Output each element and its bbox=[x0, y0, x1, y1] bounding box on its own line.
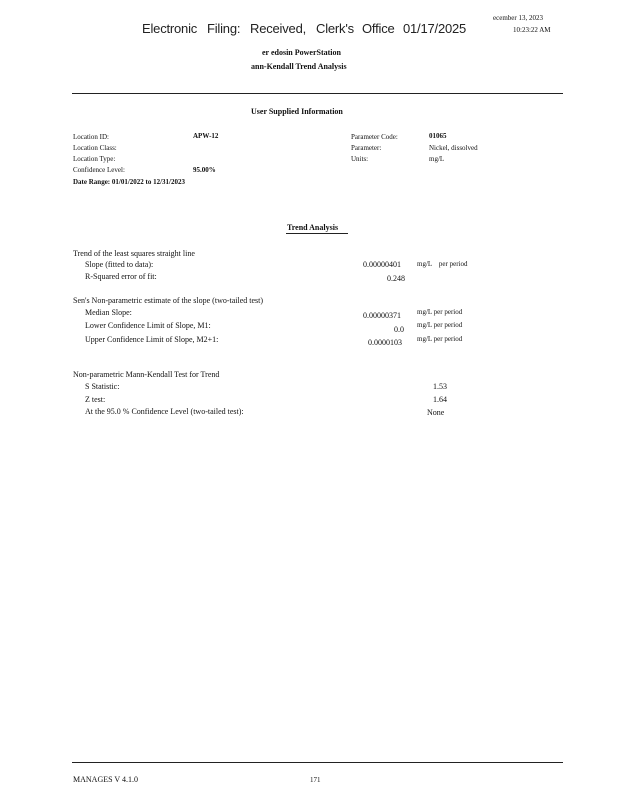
date-range: Date Range: 01/01/2022 to 12/31/2023 bbox=[73, 178, 185, 186]
confidence-level-label: Confidence Level: bbox=[73, 166, 125, 174]
header-divider bbox=[72, 93, 563, 94]
user-info-heading: User Supplied Information bbox=[251, 107, 343, 116]
units-value: mg/L bbox=[429, 155, 445, 163]
report-title-station: er edosin PowerStation bbox=[262, 48, 341, 57]
confidence-level-value: 95.00% bbox=[193, 166, 216, 174]
report-title-analysis: ann-Kendall Trend Analysis bbox=[251, 62, 347, 71]
upper-limit-value: 0.0000103 bbox=[368, 338, 402, 347]
filing-stamp-filing: Filing: bbox=[207, 21, 241, 36]
filing-stamp-electronic: Electronic bbox=[142, 21, 198, 36]
page-number: 171 bbox=[310, 776, 321, 784]
median-slope-value: 0.00000371 bbox=[363, 311, 401, 320]
s-statistic-label: S Statistic: bbox=[85, 382, 120, 391]
footer-divider bbox=[72, 762, 563, 763]
lsq-title: Trend of the least squares straight line bbox=[73, 249, 195, 258]
upper-limit-unit: mg/L per period bbox=[417, 335, 463, 343]
filing-stamp-clerks: Clerk's bbox=[316, 21, 354, 36]
slope-unit: mg/L per period bbox=[417, 260, 468, 268]
filing-stamp-office: Office bbox=[362, 21, 395, 36]
slope-label: Slope (fitted to data): bbox=[85, 260, 154, 269]
software-version: MANAGES V 4.1.0 bbox=[73, 775, 139, 784]
parameter-label: Parameter: bbox=[351, 144, 382, 152]
report-time: 10:23:22 AM bbox=[513, 26, 551, 34]
sen-title: Sen's Non-parametric estimate of the slope (two-tailed test) bbox=[73, 296, 264, 305]
z-test-value: 1.64 bbox=[433, 395, 447, 404]
rsq-value: 0.248 bbox=[387, 274, 405, 283]
median-slope-label: Median Slope: bbox=[85, 308, 132, 317]
location-class-label: Location Class: bbox=[73, 144, 117, 152]
confidence-result-value: None bbox=[427, 408, 445, 417]
location-type-label: Location Type: bbox=[73, 155, 116, 163]
lower-limit-unit: mg/L per period bbox=[417, 321, 463, 329]
median-slope-unit: mg/L per period bbox=[417, 308, 463, 316]
rsq-label: R-Squared error of fit: bbox=[85, 272, 157, 281]
lower-limit-label: Lower Confidence Limit of Slope, M1: bbox=[85, 321, 211, 330]
confidence-result-label: At the 95.0 % Confidence Level (two-tailed test): bbox=[85, 407, 244, 416]
location-id-label: Location ID: bbox=[73, 133, 109, 141]
report-date: ecember 13, 2023 bbox=[493, 14, 543, 22]
filing-stamp-received: Received, bbox=[250, 21, 307, 36]
s-statistic-value: 1.53 bbox=[433, 382, 447, 391]
units-label: Units: bbox=[351, 155, 369, 163]
parameter-value: Nickel, dissolved bbox=[429, 144, 478, 152]
lower-limit-value: 0.0 bbox=[394, 325, 404, 334]
mk-title: Non-parametric Mann-Kendall Test for Trend bbox=[73, 370, 220, 379]
slope-value: 0.00000401 bbox=[363, 260, 401, 269]
filing-stamp-date: 01/17/2025 bbox=[403, 21, 467, 36]
z-test-label: Z test: bbox=[85, 395, 106, 404]
parameter-code-value: 01065 bbox=[429, 132, 447, 140]
upper-limit-label: Upper Confidence Limit of Slope, M2+1: bbox=[85, 335, 219, 344]
location-id-value: APW-12 bbox=[193, 132, 219, 140]
trend-analysis-heading: Trend Analysis bbox=[287, 223, 339, 232]
trend-heading-underline bbox=[286, 233, 348, 234]
parameter-code-label: Parameter Code: bbox=[351, 133, 398, 141]
